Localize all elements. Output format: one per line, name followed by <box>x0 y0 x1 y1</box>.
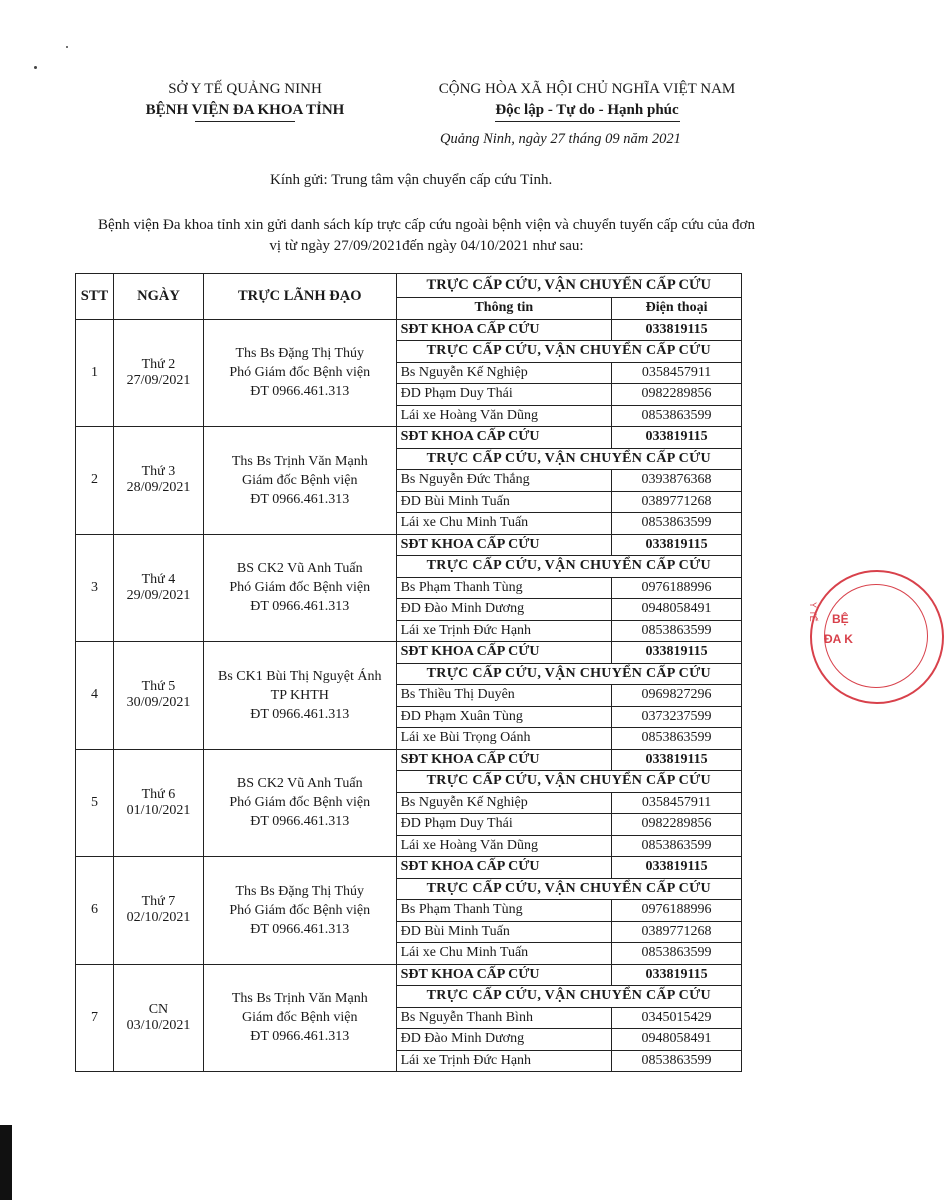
cell-staff-phone: 0853863599 <box>612 405 742 427</box>
table-row <box>76 749 742 771</box>
seal-text-left: Y TẾ <box>808 602 818 622</box>
cell-staff-phone: 0982289856 <box>612 814 742 836</box>
cell-group-label: TRỰC CẤP CỨU, VẬN CHUYỂN CẤP CỨU <box>396 986 741 1008</box>
cell-staff-phone: 0976188996 <box>612 900 742 922</box>
cell-sdt-label: SĐT KHOA CẤP CỨU <box>396 427 612 449</box>
cell-stt: 5 <box>76 749 114 857</box>
cell-staff-phone: 0976188996 <box>612 577 742 599</box>
recipient-line: Kính gửi: Trung tâm vận chuyển cấp cứu Tỉnh. <box>270 172 553 188</box>
leader-name: Ths Bs Trịnh Văn Mạnh <box>231 453 368 469</box>
table-row <box>76 319 742 341</box>
cell-staff-name: ĐD Đào Minh Dương <box>396 1029 612 1051</box>
leader-name: Ths Bs Đặng Thị Thúy <box>235 883 365 899</box>
cell-day <box>113 964 203 1072</box>
col-header-group: TRỰC CẤP CỨU, VẬN CHUYỂN CẤP CỨU <box>396 274 741 298</box>
cell-sdt-phone: 033819115 <box>612 964 742 986</box>
cell-sdt-label: SĐT KHOA CẤP CỨU <box>396 964 612 986</box>
scan-speck <box>34 66 37 69</box>
cell-staff-name: Bs Nguyễn Kế Nghiệp <box>396 362 612 384</box>
org-header <box>95 79 395 122</box>
leader-name: Ths Bs Đặng Thị Thúy <box>235 346 365 362</box>
day-date: 28/09/2021 <box>126 480 191 496</box>
leader-title: Phó Giám đốc Bệnh viện <box>229 795 371 811</box>
cell-staff-name: Lái xe Chu Minh Tuấn <box>396 513 612 535</box>
cell-staff-name: Lái xe Chu Minh Tuấn <box>396 943 612 965</box>
cell-group-label: TRỰC CẤP CỨU, VẬN CHUYỂN CẤP CỨU <box>396 556 741 578</box>
leader-name: BS CK2 Vũ Anh Tuấn <box>236 776 363 792</box>
cell-sdt-label: SĐT KHOA CẤP CỨU <box>396 749 612 771</box>
cell-staff-phone: 0853863599 <box>612 835 742 857</box>
cell-sdt-label: SĐT KHOA CẤP CỨU <box>396 534 612 556</box>
table-row <box>76 427 742 449</box>
cell-staff-name: Bs Phạm Thanh Tùng <box>396 900 612 922</box>
cell-group-label: TRỰC CẤP CỨU, VẬN CHUYỂN CẤP CỨU <box>396 448 741 470</box>
cell-leader <box>203 642 396 750</box>
leader-title: Phó Giám đốc Bệnh viện <box>229 580 371 596</box>
leader-phone: ĐT 0966.461.313 <box>250 491 350 507</box>
cell-staff-phone: 0373237599 <box>612 706 742 728</box>
cell-sdt-label: SĐT KHOA CẤP CỨU <box>396 319 612 341</box>
nation-underline <box>495 121 680 122</box>
cell-sdt-phone: 033819115 <box>612 427 742 449</box>
cell-staff-name: Lái xe Hoàng Văn Dũng <box>396 405 612 427</box>
cell-staff-phone: 0393876368 <box>612 470 742 492</box>
cell-group-label: TRỰC CẤP CỨU, VẬN CHUYỂN CẤP CỨU <box>396 663 741 685</box>
leader-phone: ĐT 0966.461.313 <box>250 384 350 400</box>
cell-group-label: TRỰC CẤP CỨU, VẬN CHUYỂN CẤP CỨU <box>396 771 741 793</box>
scan-edge-bar <box>0 1125 12 1200</box>
cell-leader <box>203 749 396 857</box>
intro-paragraph: Bệnh viện Đa khoa tỉnh xin gửi danh sách kíp trực cấp cứu ngoài bệnh viện và chuyển tuyến cấp cứu của đơn vị từ ngày 27/09/2021đến ngày 04/10/2021 như sau: <box>98 217 755 254</box>
cell-staff-name: ĐD Phạm Duy Thái <box>396 814 612 836</box>
day-date: 30/09/2021 <box>126 695 191 711</box>
cell-leader <box>203 857 396 965</box>
cell-day <box>113 319 203 427</box>
cell-sdt-label: SĐT KHOA CẤP CỨU <box>396 642 612 664</box>
leader-name: Ths Bs Trịnh Văn Mạnh <box>231 991 368 1007</box>
col-header-ngay: NGÀY <box>113 274 203 320</box>
cell-staff-phone: 0389771268 <box>612 921 742 943</box>
cell-staff-phone: 0948058491 <box>612 599 742 621</box>
cell-staff-phone: 0853863599 <box>612 728 742 750</box>
org-line-1: SỞ Y TẾ QUẢNG NINH <box>168 81 322 97</box>
document-date: Quảng Ninh, ngày 27 tháng 09 năm 2021 <box>440 131 681 147</box>
leader-name: BS CK2 Vũ Anh Tuấn <box>236 561 363 577</box>
cell-staff-phone: 0358457911 <box>612 362 742 384</box>
seal-text-mid: ĐA K <box>824 632 853 646</box>
cell-day <box>113 534 203 642</box>
cell-staff-name: ĐD Phạm Xuân Tùng <box>396 706 612 728</box>
cell-stt: 1 <box>76 319 114 427</box>
cell-stt: 4 <box>76 642 114 750</box>
day-label: CN <box>148 1001 169 1017</box>
cell-staff-phone: 0853863599 <box>612 1050 742 1072</box>
day-date: 29/09/2021 <box>126 587 191 603</box>
cell-stt: 3 <box>76 534 114 642</box>
org-line-2: BỆNH VIỆN ĐA KHOA TỈNH <box>145 102 345 118</box>
day-label: Thứ 3 <box>141 464 176 480</box>
cell-staff-name: Lái xe Hoàng Văn Dũng <box>396 835 612 857</box>
leader-title: Giám đốc Bệnh viện <box>242 472 358 488</box>
cell-staff-name: Bs Nguyễn Kế Nghiệp <box>396 792 612 814</box>
cell-staff-name: ĐD Đào Minh Dương <box>396 599 612 621</box>
cell-day <box>113 642 203 750</box>
cell-day <box>113 749 203 857</box>
leader-phone: ĐT 0966.461.313 <box>250 1029 350 1045</box>
cell-staff-phone: 0853863599 <box>612 513 742 535</box>
cell-staff-name: ĐD Bùi Minh Tuấn <box>396 491 612 513</box>
cell-staff-phone: 0948058491 <box>612 1029 742 1051</box>
day-label: Thứ 7 <box>141 894 176 910</box>
col-header-phone: Điện thoại <box>612 298 742 320</box>
leader-title: Giám đốc Bệnh viện <box>242 1010 358 1026</box>
cell-leader <box>203 964 396 1072</box>
cell-staff-name: Lái xe Trịnh Đức Hạnh <box>396 620 612 642</box>
nation-line-2: Độc lập - Tự do - Hạnh phúc <box>495 102 679 118</box>
col-header-stt: STT <box>76 274 114 320</box>
day-label: Thứ 5 <box>141 679 176 695</box>
leader-phone: ĐT 0966.461.313 <box>250 814 350 830</box>
cell-staff-phone: 0982289856 <box>612 384 742 406</box>
cell-group-label: TRỰC CẤP CỨU, VẬN CHUYỂN CẤP CỨU <box>396 878 741 900</box>
cell-leader <box>203 534 396 642</box>
cell-staff-phone: 0345015429 <box>612 1007 742 1029</box>
nation-header <box>412 79 762 122</box>
leader-title: Phó Giám đốc Bệnh viện <box>229 902 371 918</box>
leader-title: Phó Giám đốc Bệnh viện <box>229 365 371 381</box>
red-seal-stamp <box>810 570 944 704</box>
cell-sdt-phone: 033819115 <box>612 749 742 771</box>
cell-stt: 2 <box>76 427 114 535</box>
cell-staff-name: ĐD Phạm Duy Thái <box>396 384 612 406</box>
cell-sdt-phone: 033819115 <box>612 642 742 664</box>
table-row <box>76 964 742 986</box>
cell-leader <box>203 319 396 427</box>
cell-leader <box>203 427 396 535</box>
day-date: 01/10/2021 <box>126 802 191 818</box>
day-date: 03/10/2021 <box>126 1017 191 1033</box>
cell-staff-name: ĐD Bùi Minh Tuấn <box>396 921 612 943</box>
cell-sdt-phone: 033819115 <box>612 857 742 879</box>
scan-speck <box>66 46 68 48</box>
seal-text-top: BỆ <box>832 612 849 626</box>
cell-sdt-label: SĐT KHOA CẤP CỨU <box>396 857 612 879</box>
cell-group-label: TRỰC CẤP CỨU, VẬN CHUYỂN CẤP CỨU <box>396 341 741 363</box>
day-label: Thứ 4 <box>141 571 176 587</box>
cell-staff-name: Bs Thiều Thị Duyên <box>396 685 612 707</box>
table-row <box>76 534 742 556</box>
cell-day <box>113 857 203 965</box>
cell-staff-name: Lái xe Trịnh Đức Hạnh <box>396 1050 612 1072</box>
cell-staff-phone: 0358457911 <box>612 792 742 814</box>
day-label: Thứ 6 <box>141 786 176 802</box>
cell-staff-phone: 0853863599 <box>612 943 742 965</box>
cell-sdt-phone: 033819115 <box>612 534 742 556</box>
leader-title: TP KHTH <box>270 687 329 703</box>
leader-name: Bs CK1 Bùi Thị Nguyệt Ánh <box>218 668 382 684</box>
cell-staff-phone: 0853863599 <box>612 620 742 642</box>
cell-stt: 7 <box>76 964 114 1072</box>
cell-stt: 6 <box>76 857 114 965</box>
cell-staff-phone: 0969827296 <box>612 685 742 707</box>
cell-staff-name: Bs Nguyễn Đức Thắng <box>396 470 612 492</box>
leader-phone: ĐT 0966.461.313 <box>250 706 350 722</box>
duty-roster-table <box>75 273 742 1072</box>
col-header-lead: TRỰC LÃNH ĐẠO <box>203 274 396 320</box>
cell-staff-name: Bs Nguyễn Thanh Bình <box>396 1007 612 1029</box>
cell-staff-name: Bs Phạm Thanh Tùng <box>396 577 612 599</box>
cell-day <box>113 427 203 535</box>
cell-staff-name: Lái xe Bùi Trọng Oánh <box>396 728 612 750</box>
nation-line-1: CỘNG HÒA XÃ HỘI CHỦ NGHĨA VIỆT NAM <box>438 81 736 97</box>
leader-phone: ĐT 0966.461.313 <box>250 599 350 615</box>
table-row <box>76 857 742 879</box>
leader-phone: ĐT 0966.461.313 <box>250 921 350 937</box>
day-date: 02/10/2021 <box>126 910 191 926</box>
org-underline <box>195 121 295 122</box>
cell-staff-phone: 0389771268 <box>612 491 742 513</box>
day-label: Thứ 2 <box>141 356 176 372</box>
day-date: 27/09/2021 <box>126 372 191 388</box>
table-row <box>76 642 742 664</box>
cell-sdt-phone: 033819115 <box>612 319 742 341</box>
col-header-info: Thông tin <box>396 298 612 320</box>
